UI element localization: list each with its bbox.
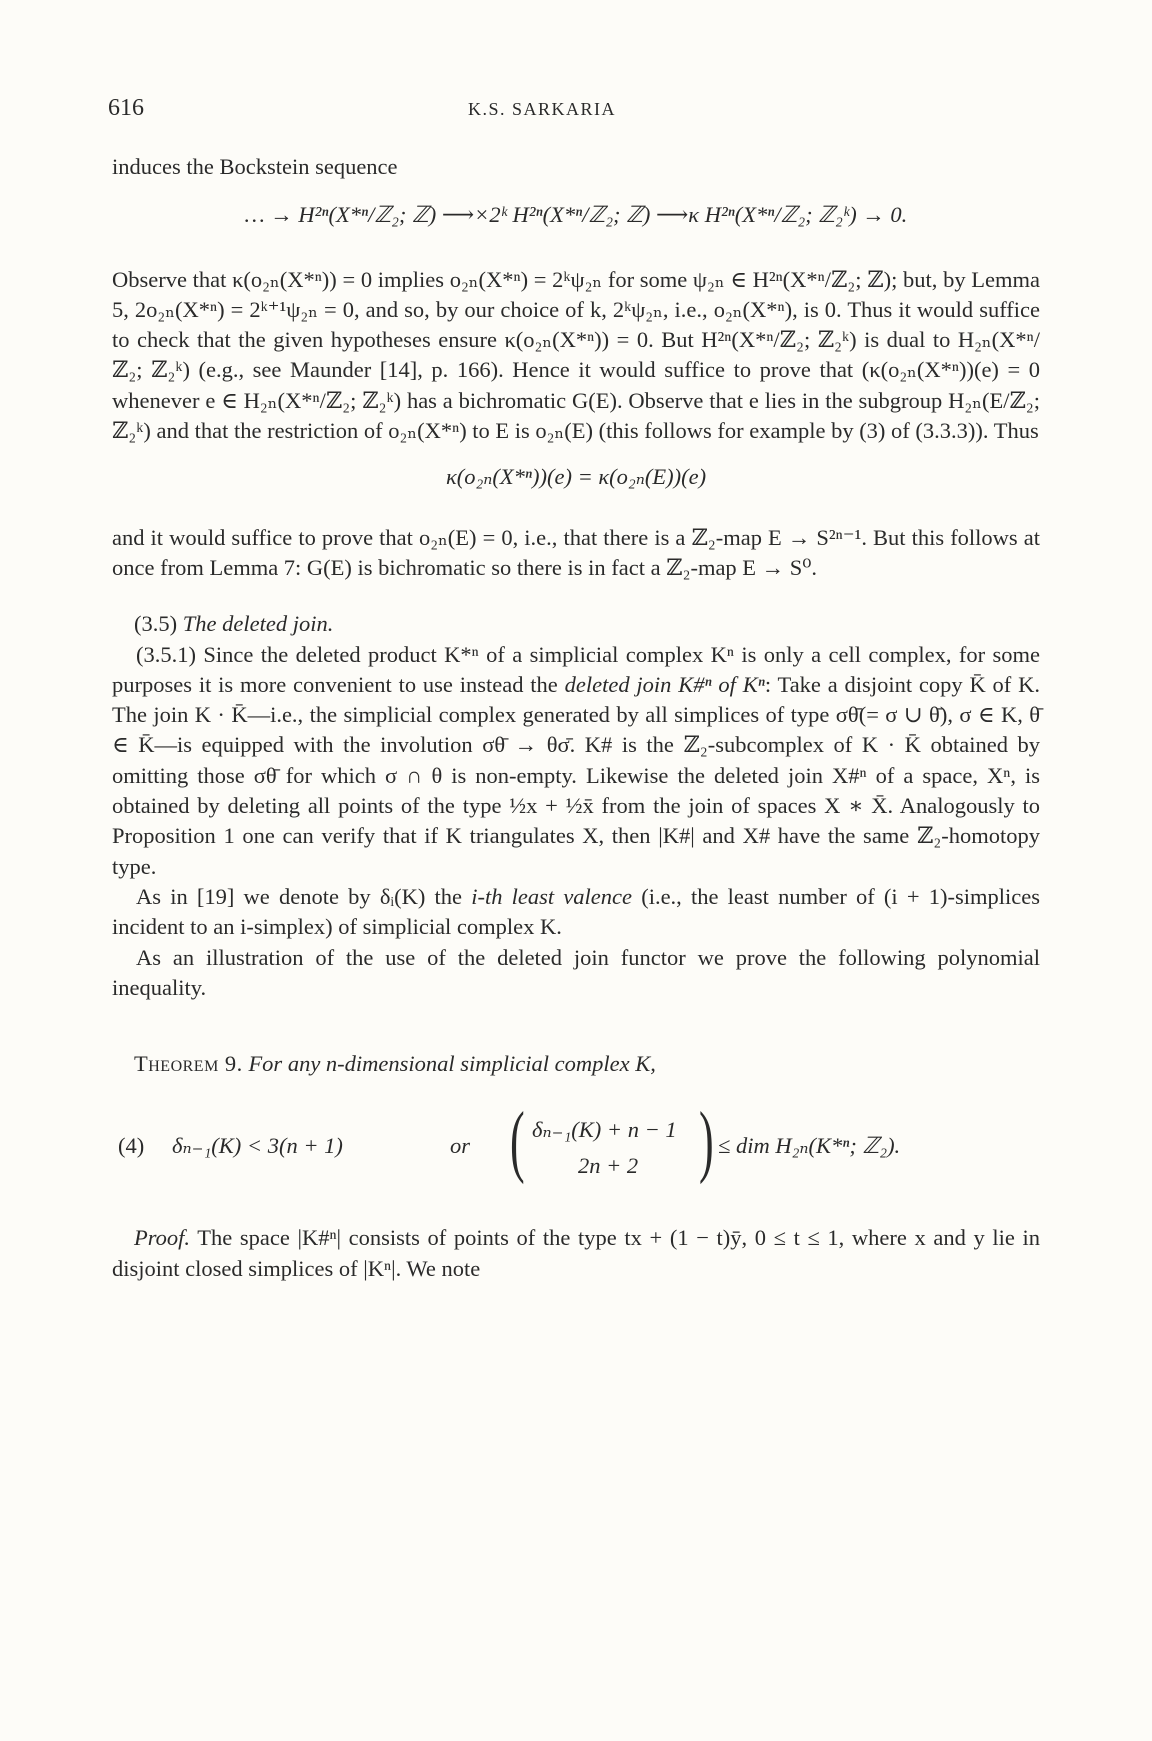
section-heading bbox=[112, 609, 1040, 639]
equation-4-lhs: δₙ₋₁(K) < 3(n + 1) bbox=[172, 1133, 343, 1159]
paragraph-valence-b: (i.e., the least number of (i + 1)-simplices incident to an i-simplex) of simplicial complex K. bbox=[112, 883, 1040, 940]
left-paren: ( bbox=[509, 1097, 525, 1186]
equation-4-rhs: ≤ dim H₂ₙ(K*ⁿ; ℤ₂). bbox=[718, 1133, 901, 1159]
paragraph-observe: Observe that κ(o₂ₙ(X*ⁿ)) = 0 implies o₂ₙ(X*ⁿ) = 2ᵏψ₂ₙ for some ψ₂ₙ ∈ H²ⁿ(X*ⁿ/ℤ₂; ℤ); but, by Lemma 5, 2o₂ₙ(X*ⁿ) = 2ᵏ⁺¹ψ₂ₙ = 0, and so, by our choice of k, 2ᵏψ₂ₙ, i.e., o₂ₙ(X*ⁿ), is 0. Thus it would suffice to check that the given hypotheses ensure κ(o₂ₙ(X*ⁿ)) = 0. But H²ⁿ(X*ⁿ/ℤ₂; ℤ₂ᵏ) is dual to H₂ₙ(X*ⁿ/ℤ₂; ℤ₂ᵏ) (e.g., see Maunder [14], p. 166). Hence it would suffice to prove that (κ(o₂ₙ(X*ⁿ))(e) = 0 whenever e ∈ H₂ₙ(X*ⁿ/ℤ₂; ℤ₂ᵏ) has a bichromatic G(E). Observe that e lies in the subgroup H₂ₙ(E/ℤ₂; ℤ₂ᵏ) and that the restriction of o₂ₙ(X*ⁿ) to E is o₂ₙ(E) (this follows for example by (3) of (3.3.3)). Thus bbox=[112, 266, 1040, 444]
proof-text: The space |K#ⁿ| consists of points of the type tx + (1 − t)ȳ, 0 ≤ t ≤ 1, where x and y lie in disjoint closed simplices of |Kⁿ|. We note bbox=[112, 1225, 1040, 1281]
paragraph-valence bbox=[112, 882, 1040, 943]
section-title: The deleted join. bbox=[182, 611, 334, 637]
kappa-equation: κ(o₂ₙ(X*ⁿ))(e) = κ(o₂ₙ(E))(e) bbox=[445, 464, 707, 490]
proof-label: Proof. bbox=[134, 1225, 191, 1251]
theorem-text: For any n-dimensional simplicial complex K, bbox=[248, 1051, 656, 1077]
paragraph-deleted-join-emphasis: deleted join K#ⁿ of Kⁿ bbox=[564, 671, 765, 697]
page-header bbox=[108, 95, 1044, 125]
paragraph-valence-emphasis: i-th least valence bbox=[471, 883, 633, 909]
page-body bbox=[112, 152, 1040, 1284]
binomial-top: δₙ₋₁(K) + n − 1 bbox=[532, 1117, 677, 1143]
binomial-bottom: 2n + 2 bbox=[578, 1153, 639, 1179]
right-paren: ) bbox=[699, 1097, 715, 1186]
paragraph-deleted-join bbox=[112, 640, 1040, 882]
paragraph-bockstein-intro: induces the Bockstein sequence bbox=[112, 154, 398, 179]
section-number: (3.5) bbox=[134, 611, 178, 637]
paragraph-valence-a: As in [19] we denote by δᵢ(K) the bbox=[136, 883, 472, 909]
equation-4 bbox=[112, 1097, 1040, 1189]
page-number: 616 bbox=[108, 95, 144, 121]
paragraph-deleted-join-a: (3.5.1) Since the deleted product K*ⁿ of a simplicial complex Kⁿ is only a cell complex, for some purposes it is more convenient to use instead the bbox=[112, 641, 1040, 697]
paragraph-suffice: and it would suffice to prove that o₂ₙ(E) = 0, i.e., that there is a ℤ₂-map E → S²ⁿ⁻¹. But this follows at once from Lemma 7: G(E) is bichromatic so there is in fact a ℤ₂-map E → S⁰. bbox=[112, 524, 1040, 580]
bockstein-sequence: … → H²ⁿ(X*ⁿ/ℤ₂; ℤ) ⟶×2ᵏ H²ⁿ(X*ⁿ/ℤ₂; ℤ) ⟶κ H²ⁿ(X*ⁿ/ℤ₂; ℤ₂ᵏ) → 0. bbox=[244, 202, 908, 228]
theorem-label: Theorem 9. bbox=[134, 1051, 243, 1077]
paragraph-illustration: As an illustration of the use of the deleted join functor we prove the following polynomial inequality. bbox=[112, 944, 1040, 1000]
equation-4-label: (4) bbox=[118, 1133, 145, 1159]
running-head: K.S. SARKARIA bbox=[468, 99, 617, 119]
equation-4-or: or bbox=[450, 1133, 471, 1159]
equation-4-binomial bbox=[509, 1097, 715, 1189]
paragraph-deleted-join-b: : Take a disjoint copy K̄ of K. The join K · K̄—i.e., the simplicial complex generated by all simplices of type σθ̄(= σ ∪ θ̄), σ ∈ K, θ̄ ∈ K̄—is equipped with the involution σθ̄ → θσ̄. K# is the ℤ₂-subcomplex of K · K̄ obtained by omitting those σθ̄ for which σ ∩ θ is non-empty. Likewise the deleted join X#ⁿ of a space, Xⁿ, is obtained by deleting all points of the type ½x + ½x̄ from the join of spaces X ∗ X̄. Analogously to Proposition 1 one can verify that if K triangulates X, then |K#| and X# have the same ℤ₂-homotopy type. bbox=[112, 671, 1040, 879]
proof-paragraph bbox=[112, 1223, 1040, 1284]
theorem-statement bbox=[112, 1049, 1040, 1079]
